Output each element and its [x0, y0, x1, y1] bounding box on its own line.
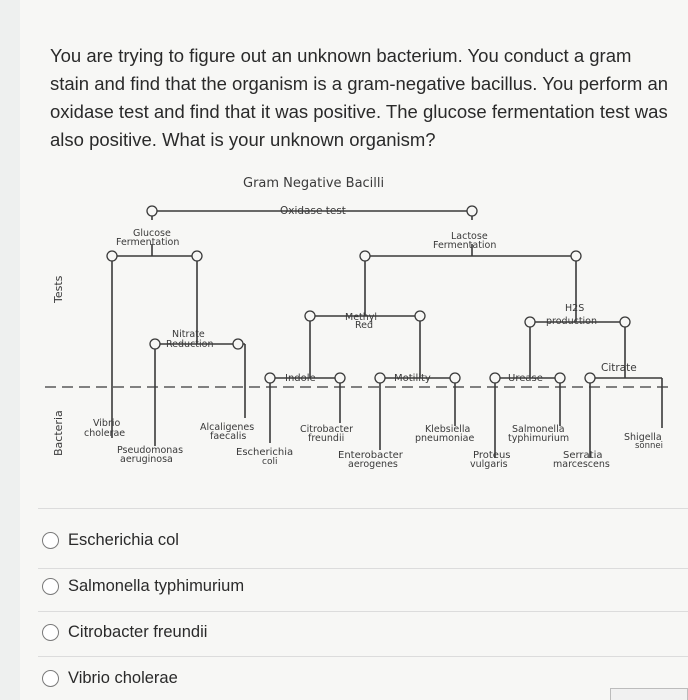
side-label-bacteria: Bacteria — [52, 410, 65, 456]
test-citrate: Citrate — [601, 362, 637, 374]
test-methyl-1: Methyl — [345, 312, 378, 323]
test-glucose-2: Fermentation — [116, 237, 180, 248]
side-label-tests: Tests — [52, 275, 65, 303]
divider — [38, 656, 688, 657]
bacteria-escherichia-2: coli — [262, 457, 278, 467]
bacteria-serratia-1: Serratia — [563, 450, 603, 461]
divider — [38, 508, 688, 509]
test-nitrate-2: Reduction — [166, 339, 214, 350]
test-h2s-2: production — [546, 316, 598, 327]
option-salmonella-typhimurium[interactable] — [42, 566, 682, 606]
bacteria-alcaligenes-1: Alcaligenes — [200, 422, 255, 433]
diagram-title: Gram Negative Bacilli — [243, 176, 385, 191]
radio-button[interactable] — [42, 670, 59, 687]
bacteria-klebsiella-1: Klebsiella — [425, 424, 471, 435]
option-vibrio-cholerae[interactable] — [42, 658, 682, 698]
result-markers — [107, 206, 630, 383]
divider — [38, 568, 688, 569]
bacteria-pseudomonas-2: aeruginosa — [120, 454, 173, 465]
bacteria-enterobacter-2: aerogenes — [348, 459, 398, 470]
bacteria-salmonella-2: typhimurium — [508, 433, 570, 444]
divider — [38, 611, 688, 612]
option-citrobacter-freundii[interactable] — [42, 612, 682, 652]
bacteria-vibrio-1: Vibrio — [93, 418, 121, 429]
test-nitrate-1: Nitrate — [172, 329, 205, 340]
bacteria-vibrio-2: cholerae — [84, 428, 126, 439]
bacteria-citrobacter-2: freundii — [308, 433, 345, 444]
test-lactose-1: Lactose — [451, 231, 488, 242]
bacteria-shigella-1: Shigella — [624, 432, 662, 443]
test-indole: Indole — [285, 373, 316, 384]
bacteria-salmonella-1: Salmonella — [512, 424, 565, 435]
option-escherichia-coli[interactable] — [42, 520, 682, 560]
radio-button[interactable] — [42, 532, 59, 549]
bacteria-proteus-2: vulgaris — [470, 459, 508, 470]
bacteria-pseudomonas-1: Pseudomonas — [117, 445, 184, 456]
option-label: Citrobacter freundii — [68, 622, 208, 641]
bacteria-escherichia-1: Escherichia — [236, 447, 294, 458]
test-glucose-1: Glucose — [133, 228, 171, 239]
next-button[interactable] — [610, 688, 688, 700]
identification-flowchart — [0, 168, 688, 478]
test-motility: Motility — [394, 373, 431, 384]
bacteria-enterobacter-1: Enterobacter — [338, 450, 403, 461]
bacteria-proteus-1: Proteus — [473, 450, 511, 461]
bacteria-serratia-2: marcescens — [553, 459, 610, 470]
bacteria-klebsiella-2: pneumoniae — [415, 433, 475, 444]
test-oxidase: Oxidase test — [280, 205, 346, 217]
test-urease: Urease — [508, 373, 543, 384]
bacteria-alcaligenes-2: faecalis — [210, 431, 247, 442]
test-methyl-2: Red — [355, 320, 374, 331]
radio-button[interactable] — [42, 624, 59, 641]
test-h2s-1: H2S — [565, 303, 585, 314]
option-label: Vibrio cholerae — [68, 668, 178, 687]
bacteria-citrobacter-1: Citrobacter — [300, 424, 354, 435]
option-label: Salmonella typhimurium — [68, 576, 245, 595]
question-text: You are trying to figure out an unknown bacterium. You conduct a gram stain and find that the organism is a gram-negative bacillus. You perform an oxidase test and find that it was positive. The glucose fermentation test was also positive. What is your unknown organism? — [50, 45, 669, 150]
test-lactose-2: Fermentation — [433, 240, 497, 251]
radio-button[interactable] — [42, 578, 59, 595]
option-label: Escherichia col — [68, 530, 179, 549]
bacteria-shigella-2: sonnei — [635, 441, 663, 451]
